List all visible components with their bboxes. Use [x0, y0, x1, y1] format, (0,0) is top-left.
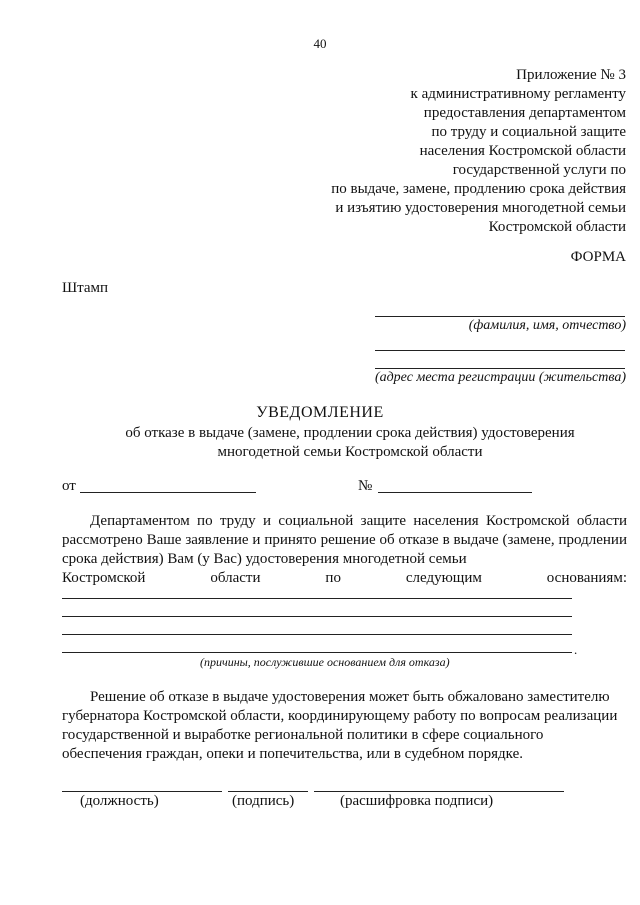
word: Костромской — [62, 570, 146, 586]
recipient-name-line[interactable] — [375, 316, 625, 317]
notice-subtitle — [60, 424, 640, 462]
decision-text: Департаментом по труду и социальной защите населения Костромской области рассмотрено Ваше заявление и принято решение об отказе в выдаче (замене, продлении срока действия) Вам (у Вас) удостоверения многодетной семьи — [62, 513, 627, 567]
appendix-line: по выдаче, замене, продлению срока действия — [331, 181, 626, 197]
recipient-address-caption: (адрес места регистрации (жительства) — [374, 370, 626, 385]
word: следующим — [405, 570, 482, 586]
position-field[interactable] — [62, 791, 222, 792]
appendix-line: по труду и социальной защите — [431, 124, 626, 140]
appendix-line: Костромской области — [488, 219, 626, 235]
reasons-caption: (причины, послужившие основанием для отказа) — [200, 655, 450, 669]
decision-paragraph — [62, 512, 627, 588]
appeal-paragraph: Решение об отказе в выдаче удостоверения может быть обжаловано заместителю губернатора Костромской области, координирующему работу по вопросам реализации государственной и выработке региональной политики в сфере социального обеспечения граждан, опеки и попечительства, или в судебном порядке. — [62, 689, 618, 762]
decoding-label: (расшифровка подписи) — [340, 793, 494, 809]
word: области — [210, 570, 261, 586]
position-label: (должность) — [80, 793, 159, 809]
subtitle-line: многодетной семьи Костромской области — [217, 444, 483, 460]
recipient-address-line-1[interactable] — [375, 350, 625, 351]
recipient-address-line-2[interactable] — [375, 368, 625, 369]
reason-line-end-dot: . — [574, 642, 578, 657]
notice-title: УВЕДОМЛЕНИЕ — [256, 404, 384, 421]
stamp-label: Штамп — [62, 280, 109, 296]
date-field[interactable] — [80, 492, 256, 493]
appendix-line: Приложение № 3 — [516, 67, 626, 83]
recipient-name-caption: (фамилия, имя, отчество) — [468, 318, 626, 333]
word: основаниям: — [546, 570, 627, 586]
decoding-field[interactable] — [314, 791, 564, 792]
appendix-line: и изъятию удостоверения многодетной семьи — [335, 200, 626, 216]
reason-line-4[interactable] — [62, 652, 572, 653]
appendix-header — [286, 66, 626, 237]
appendix-line: к административному регламенту — [410, 86, 626, 102]
number-label: № — [358, 478, 373, 494]
word: по — [325, 570, 341, 586]
signature-label: (подпись) — [232, 793, 295, 809]
subtitle-line: об отказе в выдаче (замене, продлении срока действия) удостоверения — [125, 425, 575, 441]
form-label: ФОРМА — [570, 249, 626, 265]
reason-line-3[interactable] — [62, 634, 572, 635]
reason-line-1[interactable] — [62, 598, 572, 599]
appendix-line: государственной услуги по — [452, 162, 626, 178]
page-number: 40 — [313, 36, 327, 51]
date-label: от — [62, 478, 76, 494]
appendix-line: предоставления департаментом — [423, 105, 626, 121]
decision-last-line — [62, 569, 627, 588]
reason-line-2[interactable] — [62, 616, 572, 617]
number-field[interactable] — [378, 492, 532, 493]
signature-field[interactable] — [228, 791, 308, 792]
appendix-line: населения Костромской области — [419, 143, 626, 159]
